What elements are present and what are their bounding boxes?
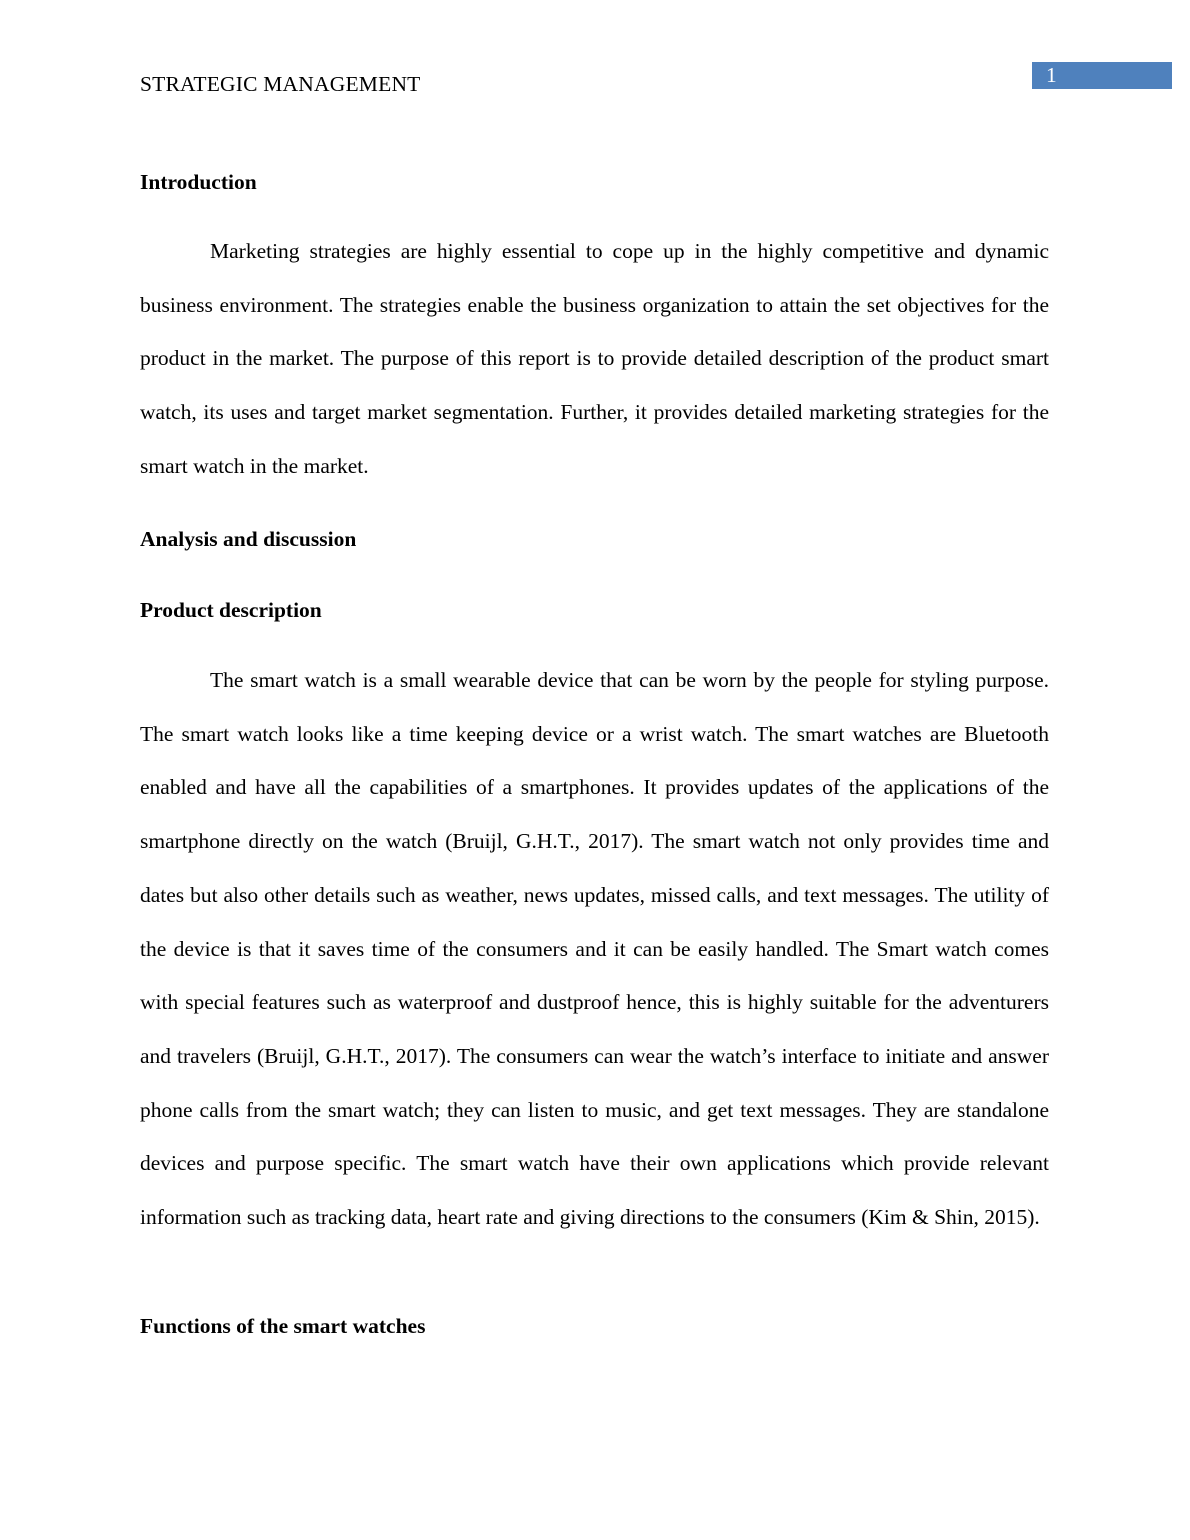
product-description-paragraph: The smart watch is a small wearable device that can be worn by the people for styling purpose. The smart watch looks like a time keeping device or a wrist watch. The smart watches are Bluetooth enabled and have all the capabilities of a smartphones. It provides updates of the applications of the smartphone directly on the watch (Bruijl, G.H.T., 2017). The smart watch not only provides time and dates but also other details such as weather, news updates, missed calls, and text messages. The utility of the device is that it saves time of the consumers and it can be easily handled. The Smart watch comes with special features such as waterproof and dustproof hence, this is highly suitable for the adventurers and travelers (Bruijl, G.H.T., 2017). The consumers can wear the watch’s interface to initiate and answer phone calls from the smart watch; they can listen to music, and get text messages. They are standalone devices and purpose specific. The smart watch have their own applications which provide relevant information such as tracking data, heart rate and giving directions to the consumers (Kim & Shin, 2015). [140, 668, 1049, 1230]
introduction-paragraph: Marketing strategies are highly essential to cope up in the highly competitive and dynamic business environment. The strategies enable the business organization to attain the set objectives for the product in the market. The purpose of this report is to provide detailed description of the product smart watch, its uses and target market segmentation. Further, it provides detailed marketing strategies for the smart watch in the market. [140, 239, 1049, 478]
product-description-heading: Product description [140, 598, 322, 622]
analysis-heading: Analysis and discussion [140, 527, 357, 551]
page-number-box [1032, 62, 1172, 89]
functions-heading: Functions of the smart watches [140, 1314, 426, 1338]
running-head: STRATEGIC MANAGEMENT [140, 72, 421, 96]
page-number: 1 [1046, 63, 1057, 87]
introduction-heading: Introduction [140, 170, 257, 194]
